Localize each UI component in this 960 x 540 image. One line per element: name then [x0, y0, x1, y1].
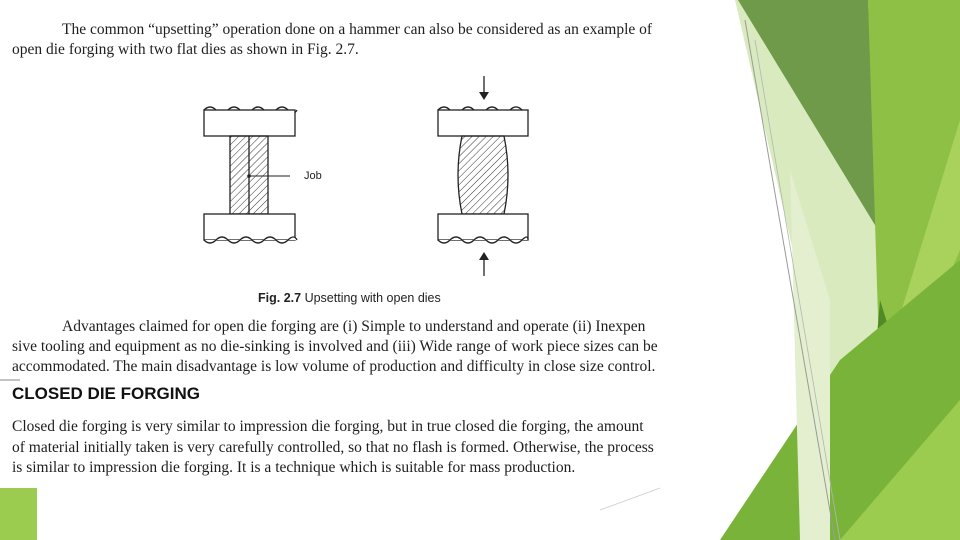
right-bottom-die: [438, 214, 528, 243]
figure-caption-number: Fig. 2.7: [258, 291, 302, 305]
right-job-barrelled: [458, 136, 508, 214]
left-top-die: [204, 107, 297, 136]
job-label: Job: [304, 170, 322, 182]
intro-line-2: open die forging with two flat dies as shown in Fig. 2.7.: [12, 41, 359, 58]
section-heading: CLOSED DIE FORGING: [12, 384, 200, 403]
force-arrow-up-icon: [479, 252, 489, 276]
advantages-line-3: accommodated. The main disadvantage is low volume of production and difficulty in close size control.: [12, 358, 656, 375]
figure-caption: [258, 291, 441, 305]
advantages-line-2: sive tooling and equipment as no die-sinking is involved and (iii) Wide range of work piece sizes can be: [12, 338, 658, 355]
closed-die-line-1: Closed die forging is very similar to impression die forging, but in true closed die forging, the amount: [12, 418, 644, 435]
closed-die-line-2: of material initially taken is very carefully controlled, so that no flash is formed. Otherwise, the process: [12, 439, 654, 456]
right-top-die: [438, 107, 528, 136]
left-bottom-die: [204, 214, 297, 243]
figure-caption-text: Upsetting with open dies: [304, 291, 441, 305]
closed-die-line-3: is similar to impression die forging. It is a technique which is suitable for mass production.: [12, 459, 576, 476]
left-job: [230, 136, 290, 214]
force-arrow-down-icon: [479, 76, 489, 100]
intro-line-1: The common “upsetting” operation done on a hammer can also be considered as an example of: [62, 21, 653, 38]
advantages-line-1: Advantages claimed for open die forging are (i) Simple to understand and operate (ii) Inexpen: [62, 318, 646, 335]
